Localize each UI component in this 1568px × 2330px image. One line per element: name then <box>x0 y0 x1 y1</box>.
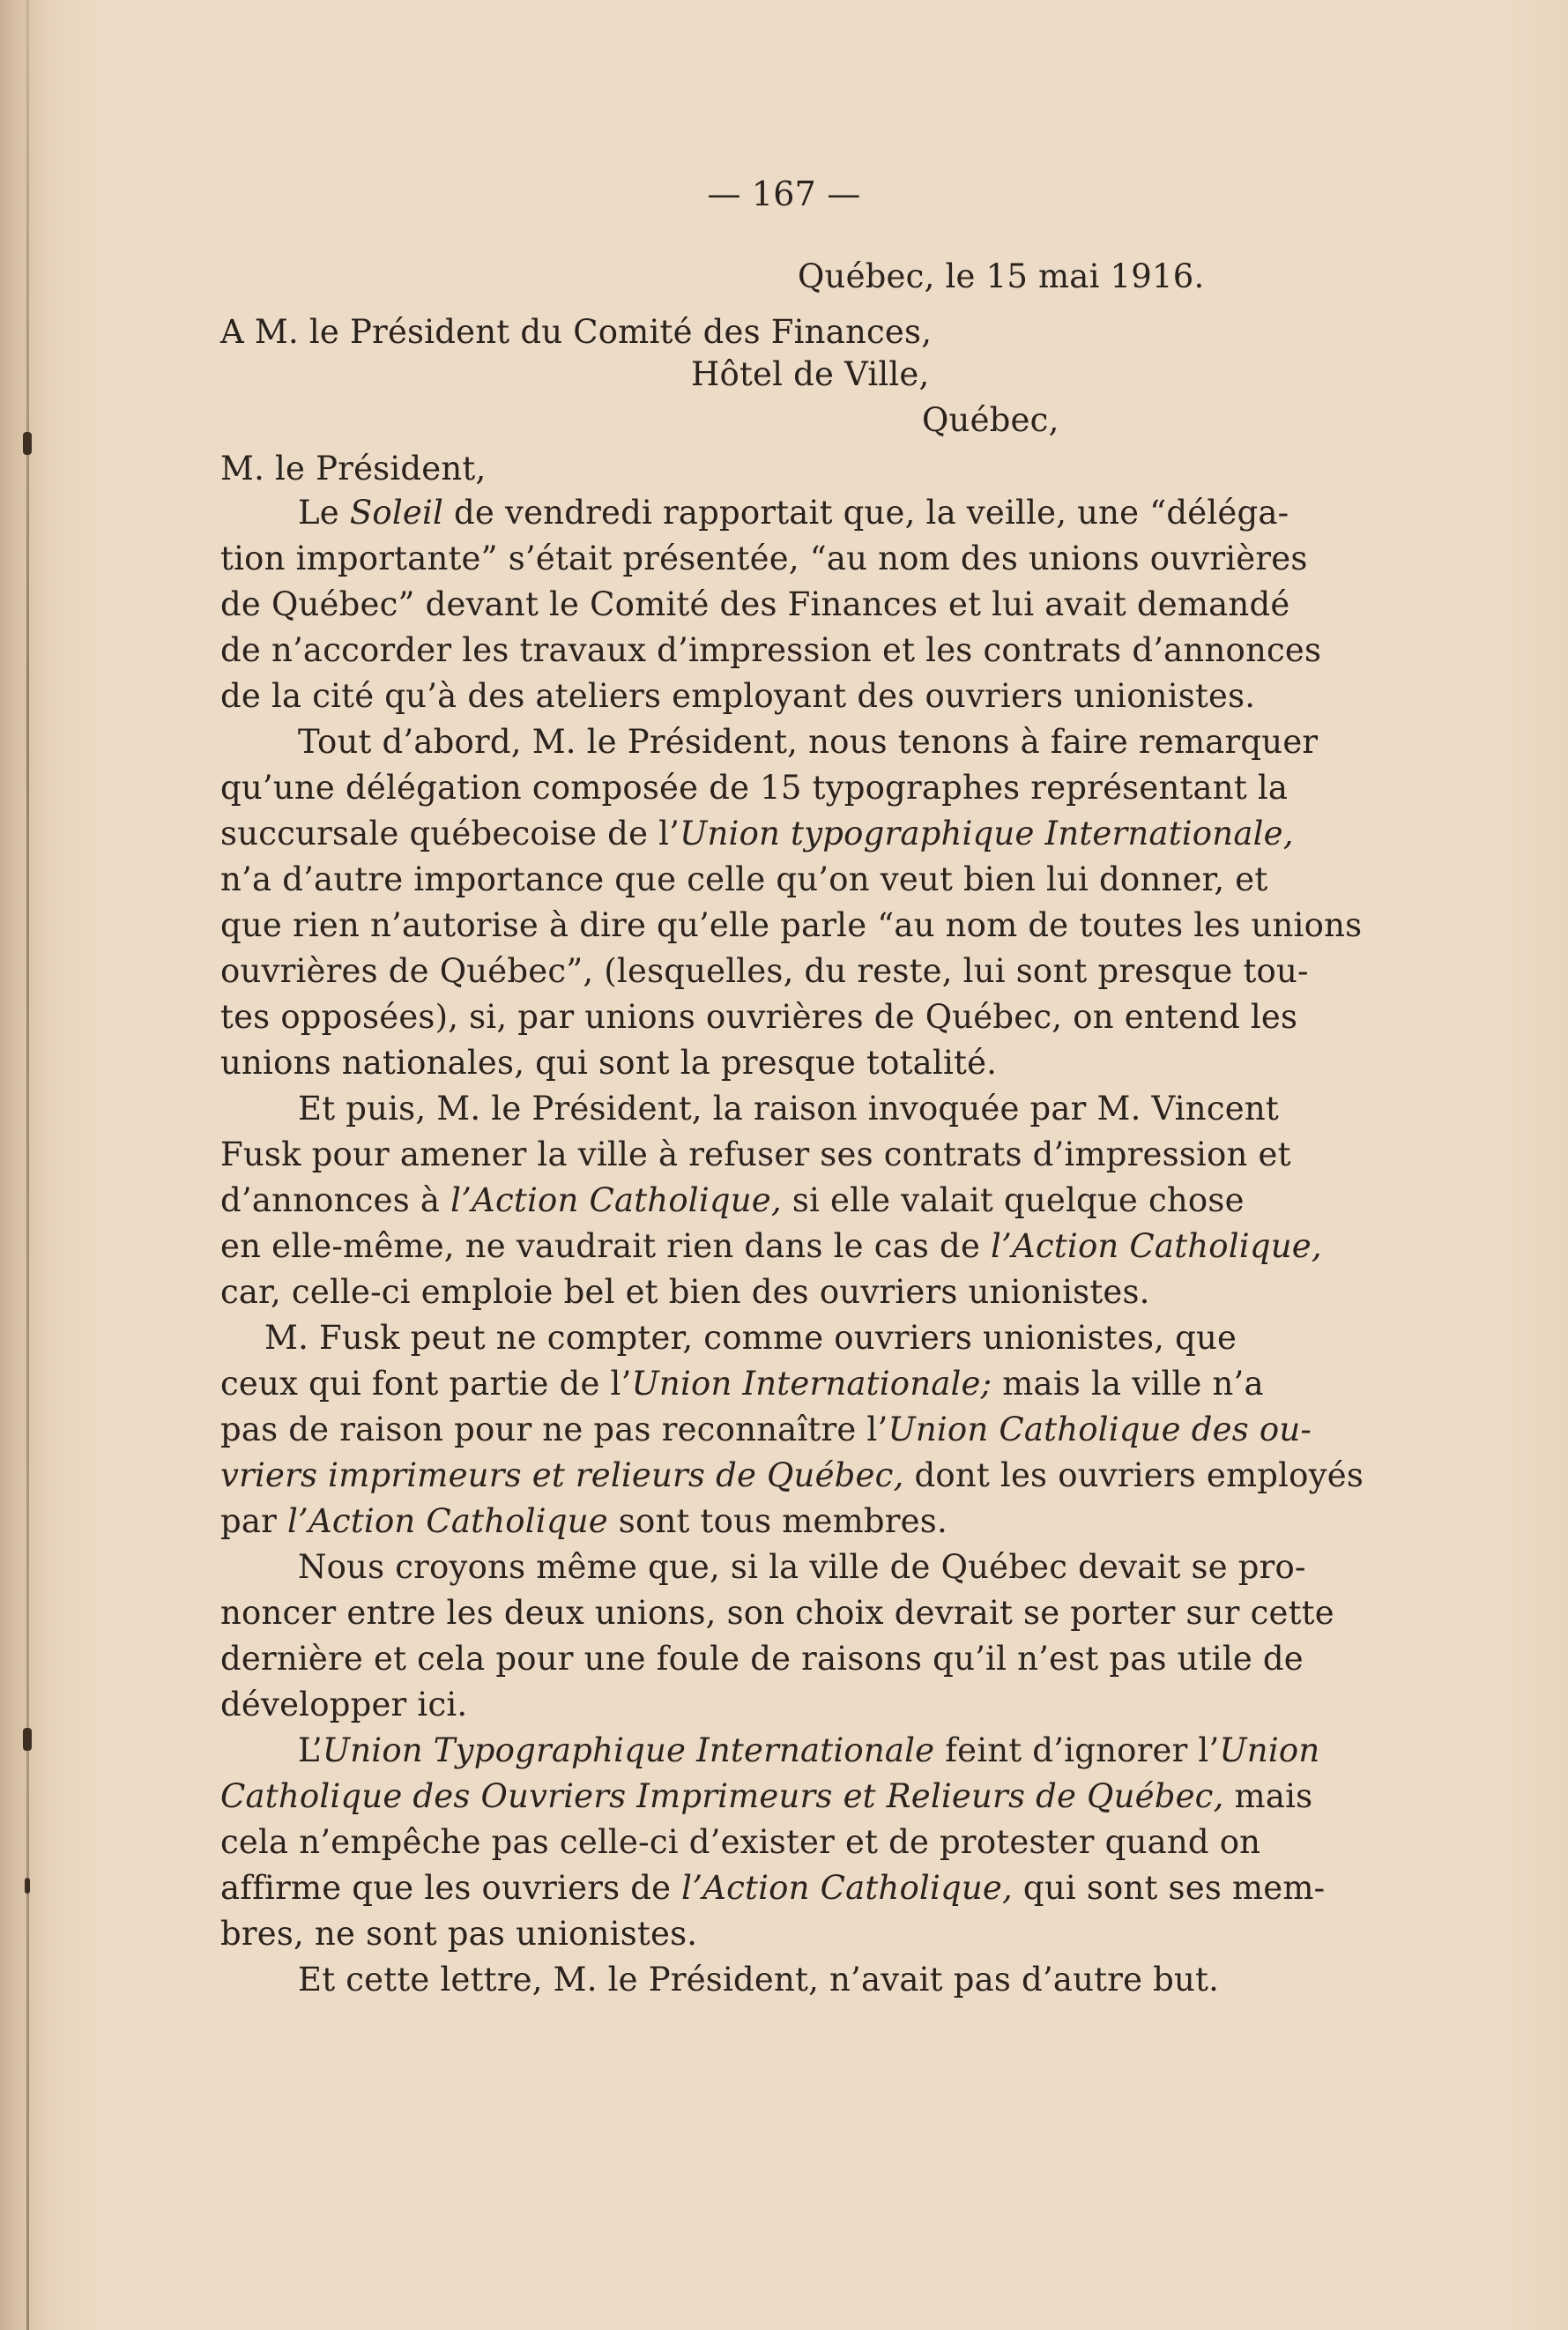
body-line: qu’une délégation composée de 15 typographes représentant la <box>220 769 1289 807</box>
body-line: car, celle-ci emploie bel et bien des ouvriers unionistes. <box>220 1273 1150 1311</box>
body-line: pas de raison pour ne pas reconnaître l’Union Catholique des ou- <box>220 1411 1312 1448</box>
body-line: n’a d’autre importance que celle qu’on veut bien lui donner, et <box>220 860 1268 898</box>
body-line: Tout d’abord, M. le Président, nous tenons à faire remarquer <box>298 723 1319 761</box>
body-line: Catholique des Ouvriers Imprimeurs et Relieurs de Québec, mais <box>220 1777 1313 1815</box>
binding-stitch <box>23 432 32 455</box>
body-line: de la cité qu’à des ateliers employant des ouvriers unionistes. <box>220 677 1256 715</box>
body-line: bres, ne sont pas unionistes. <box>220 1915 698 1953</box>
binding-stitch <box>23 1728 32 1751</box>
body-line: noncer entre les deux unions, son choix devrait se porter sur cette <box>220 1594 1334 1632</box>
body-line: développer ici. <box>220 1686 468 1723</box>
body-line: unions nationales, qui sont la presque totalité. <box>220 1044 998 1082</box>
body-line: de Québec” devant le Comité des Finances et lui avait demandé <box>220 585 1290 623</box>
body-line: Et puis, M. le Président, la raison invoquée par M. Vincent <box>298 1090 1279 1128</box>
body-line: cela n’empêche pas celle-ci d’exister et de protester quand on <box>220 1823 1261 1861</box>
body-line: tion importante” s’était présentée, “au nom des unions ouvrières <box>220 540 1308 577</box>
body-line: Nous croyons même que, si la ville de Québec devait se pro- <box>298 1548 1306 1586</box>
body-line: ouvrières de Québec”, (lesquelles, du reste, lui sont presque tou- <box>220 952 1309 990</box>
binding-stitch <box>25 1878 30 1894</box>
body-line: affirme que les ouvriers de l’Action Catholique, qui sont ses mem- <box>220 1869 1326 1907</box>
salutation: M. le Président, <box>220 450 487 488</box>
body-line: d’annonces à l’Action Catholique, si elle valait quelque chose <box>220 1181 1245 1219</box>
page-number: — 167 — <box>707 175 861 213</box>
body-line: dernière et cela pour une foule de raisons qu’il n’est pas utile de <box>220 1640 1304 1678</box>
newspaper-title: Soleil <box>349 494 444 532</box>
body-line: M. Fusk peut ne compter, comme ouvriers unionistes, que <box>264 1319 1237 1357</box>
body-line: ceux qui font partie de l’Union Internationale; mais la ville n’a <box>220 1365 1264 1403</box>
body-line: Fusk pour amener la ville à refuser ses contrats d’impression et <box>220 1135 1291 1173</box>
body-line: que rien n’autorise à dire qu’elle parle “au nom de toutes les unions <box>220 906 1363 944</box>
binding-fold-line <box>26 0 29 2330</box>
address-line-3: Québec, <box>922 401 1059 439</box>
body-line: tes opposées), si, par unions ouvrières de Québec, on entend les <box>220 998 1298 1036</box>
date-line: Québec, le 15 mai 1916. <box>798 257 1205 295</box>
body-line: Le Soleil de vendredi rapportait que, la veille, une “déléga- <box>298 494 1289 532</box>
address-line-1: A M. le Président du Comité des Finances, <box>220 313 933 351</box>
closing-line: Et cette lettre, M. le Président, n’avait pas d’autre but. <box>298 1961 1220 1999</box>
address-line-2: Hôtel de Ville, <box>691 355 930 393</box>
body-line: en elle-même, ne vaudrait rien dans le cas de l’Action Catholique, <box>220 1227 1322 1265</box>
body-line: L’Union Typographique Internationale feint d’ignorer l’Union <box>298 1731 1320 1769</box>
body-line: succursale québecoise de l’Union typographique Internationale, <box>220 815 1294 852</box>
page-binding-shadow <box>0 0 51 2330</box>
body-line: de n’accorder les travaux d’impression et les contrats d’annonces <box>220 631 1322 669</box>
body-line: vriers imprimeurs et relieurs de Québec, dont les ouvriers employés <box>220 1456 1364 1494</box>
body-line: par l’Action Catholique sont tous membres. <box>220 1502 947 1540</box>
